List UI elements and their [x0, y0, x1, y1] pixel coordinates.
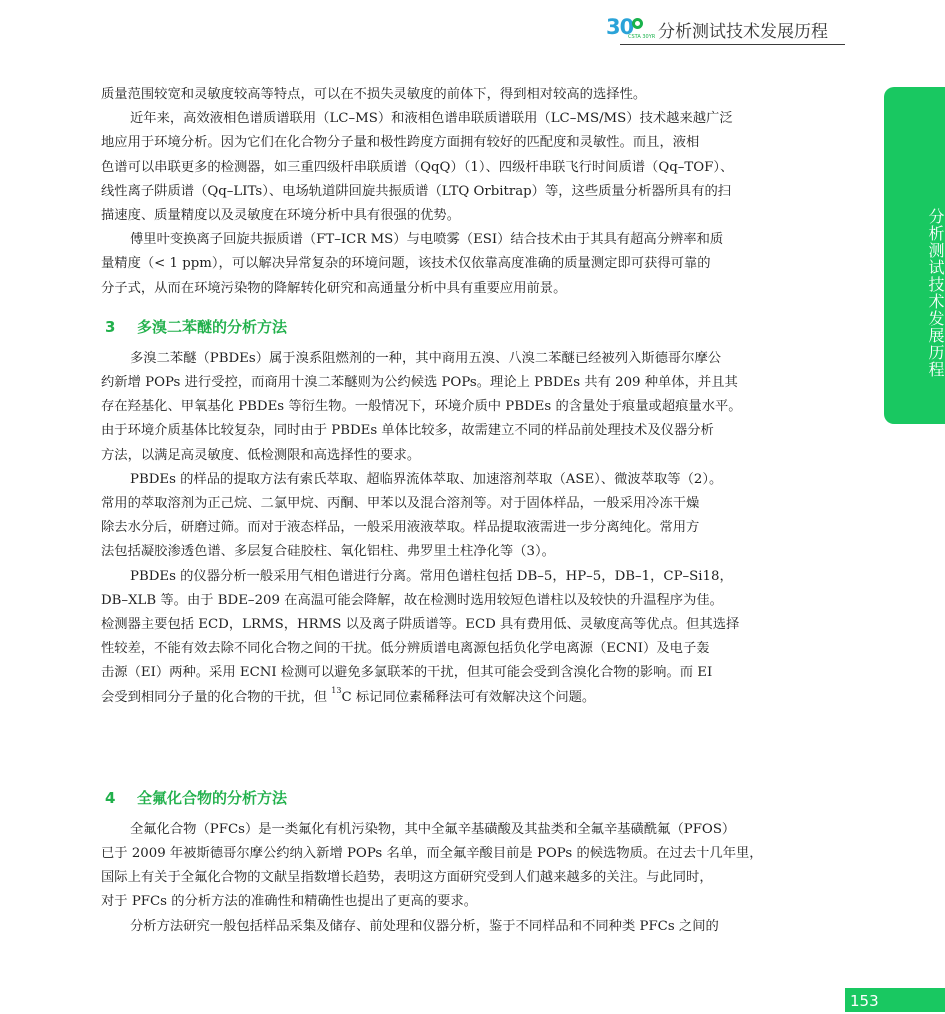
running-title: 分析测试技术发展历程: [658, 21, 828, 42]
paragraph-line: 量精度（< 1 ppm），可以解决异常复杂的环境问题，该技术仅依靠高度准确的质量测定即可获得可靠的: [101, 256, 711, 272]
paragraph-line: 对于 PFCs 的分析方法的准确性和精确性也提出了更高的要求。: [101, 894, 478, 910]
text-run: 会受到相同分子量的化合物的干扰，但: [101, 689, 332, 705]
section-number: 3: [105, 317, 116, 336]
paragraph-line: 色谱可以串联更多的检测器，如三重四级杆串联质谱（QqQ）（1）、四级杆串联飞行时间质谱（Qq–TOF）、: [101, 159, 734, 175]
article-body: [101, 83, 846, 939]
paragraph-line: 描速度、质量精度以及灵敏度在环境分析中具有很强的优势。: [101, 208, 461, 224]
paragraph-line: 分子式，从而在环境污染物的降解转化研究和高通量分析中具有重要应用前景。: [101, 280, 567, 296]
paragraph-line: 国际上有关于全氟化合物的文献呈指数增长趋势，表明这方面研究受到人们越来越多的关注。与此同时，: [101, 870, 713, 886]
page-number: 153: [845, 988, 945, 1012]
header-rule: [620, 44, 845, 45]
paragraph-line: DB–XLB 等。由于 BDE–209 在高温可能会降解，故在检测时选用较短色谱柱以及较快的升温程序为佳。: [101, 592, 723, 608]
chapter-side-tab: [884, 87, 945, 424]
paragraph-line: 约新增 POPs 进行受控，而商用十溴二苯醚则为公约候选 POPs。理论上 PBDEs 共有 209 种单体，并且其: [101, 375, 738, 391]
page-header: [606, 14, 828, 44]
paragraph-line: 方法，以满足高灵敏度、低检测限和高选择性的要求。: [101, 447, 421, 463]
logo-ring-icon: [632, 18, 643, 29]
paragraph-line: 傅里叶变换离子回旋共振质谱（FT–ICR MS）与电喷雾（ESI）结合技术由于其具有超高分辨率和质: [130, 232, 724, 248]
paragraph-line: 分析方法研究一般包括样品采集及储存、前处理和仪器分析，鉴于不同样品和不同种类 PFCs 之间的: [130, 918, 719, 934]
section-number: 4: [105, 788, 116, 807]
paragraph-line: 全氟化合物（PFCs）是一类氟化有机污染物，其中全氟辛基磺酸及其盐类和全氟辛基磺酰氟（PFOS）: [130, 821, 736, 837]
paragraph-line: PBDEs 的仪器分析一般采用气相色谱进行分离。常用色谱柱包括 DB–5，HP–5，DB–1，CP–Si18，: [130, 568, 733, 584]
paragraph-line: 存在羟基化、甲氧基化 PBDEs 等衍生物。一般情况下，环境介质中 PBDEs 的含量处于痕量或超痕量水平。: [101, 399, 742, 415]
paragraph-line: 除去水分后，研磨过筛。而对于液态样品，一般采用液液萃取。样品提取液需进一步分离纯化。常用方: [101, 520, 700, 536]
paragraph-line: 常用的萃取溶剂为正己烷、二氯甲烷、丙酮、甲苯以及混合溶剂等。对于固体样品，一般采用冷冻干燥: [101, 496, 700, 512]
paragraph-line: PBDEs 的样品的提取方法有索氏萃取、超临界流体萃取、加速溶剂萃取（ASE）、微波萃取等（2）。: [130, 471, 723, 487]
side-tab-label: 分析测试技术发展历程: [926, 208, 945, 378]
paragraph-line: 由于环境介质基体比较复杂，同时由于 PBDEs 单体比较多，故需建立不同的样品前处理技术及仪器分析: [101, 423, 714, 439]
paragraph-line: 地应用于环境分析。因为它们在化合物分子量和极性跨度方面拥有较好的匹配度和灵敏性。而且，液相: [101, 135, 700, 151]
section-3-heading: [101, 315, 846, 339]
paragraph-line: 法包括凝胶渗透色谱、多层复合硅胶柱、氧化铝柱、弗罗里土柱净化等（3）。: [101, 544, 555, 560]
paragraph-line: 击源（EI）两种。采用 ECNI 检测可以避免多氯联苯的干扰，但其可能会受到含溴化合物的影响。而 EI: [101, 665, 713, 681]
section-4-heading: [101, 786, 846, 810]
paragraph-line: 多溴二苯醚（PBDEs）属于溴系阻燃剂的一种，其中商用五溴、八溴二苯醚已经被列入斯德哥尔摩公: [130, 350, 722, 366]
text-run: C 标记同位素稀释法可有效解决这个问题。: [341, 689, 596, 705]
logo-subtext: CSTA 30YR: [628, 34, 656, 40]
paragraph-line: 性较差，不能有效去除不同化合物之间的干扰。低分辨质谱电离源包括负化学电离源（ECNI）及电子轰: [101, 641, 710, 657]
paragraph-line: 已于 2009 年被斯德哥尔摩公约纳入新增 POPs 名单，而全氟辛酸目前是 POPs 的候选物质。在过去十几年里，: [101, 846, 763, 862]
logo-number: 30: [606, 15, 634, 39]
section-title: 全氟化合物的分析方法: [137, 788, 288, 807]
intro-line: 质量范围较宽和灵敏度较高等特点，可以在不损失灵敏度的前体下，得到相对较高的选择性。: [101, 87, 647, 102]
paragraph-line: 近年来，高效液相色谱质谱联用（LC–MS）和液相色谱串联质谱联用（LC–MS/MS）技术越来越广泛: [130, 111, 733, 127]
isotope-superscript: 13: [331, 685, 342, 695]
paragraph-line: 检测器主要包括 ECD，LRMS，HRMS 以及离子阱质谱等。ECD 具有费用低、灵敏度高等优点。但其选择: [101, 617, 740, 633]
section-title: 多溴二苯醚的分析方法: [137, 317, 288, 336]
paragraph-line: [101, 686, 846, 710]
paragraph-line: 线性离子阱质谱（Qq–LITs）、电场轨道阱回旋共振质谱（LTQ Orbitrap）等，这些质量分析器所具有的扫: [101, 183, 732, 199]
section-gap: [101, 710, 846, 772]
anniversary-logo: [606, 15, 656, 43]
